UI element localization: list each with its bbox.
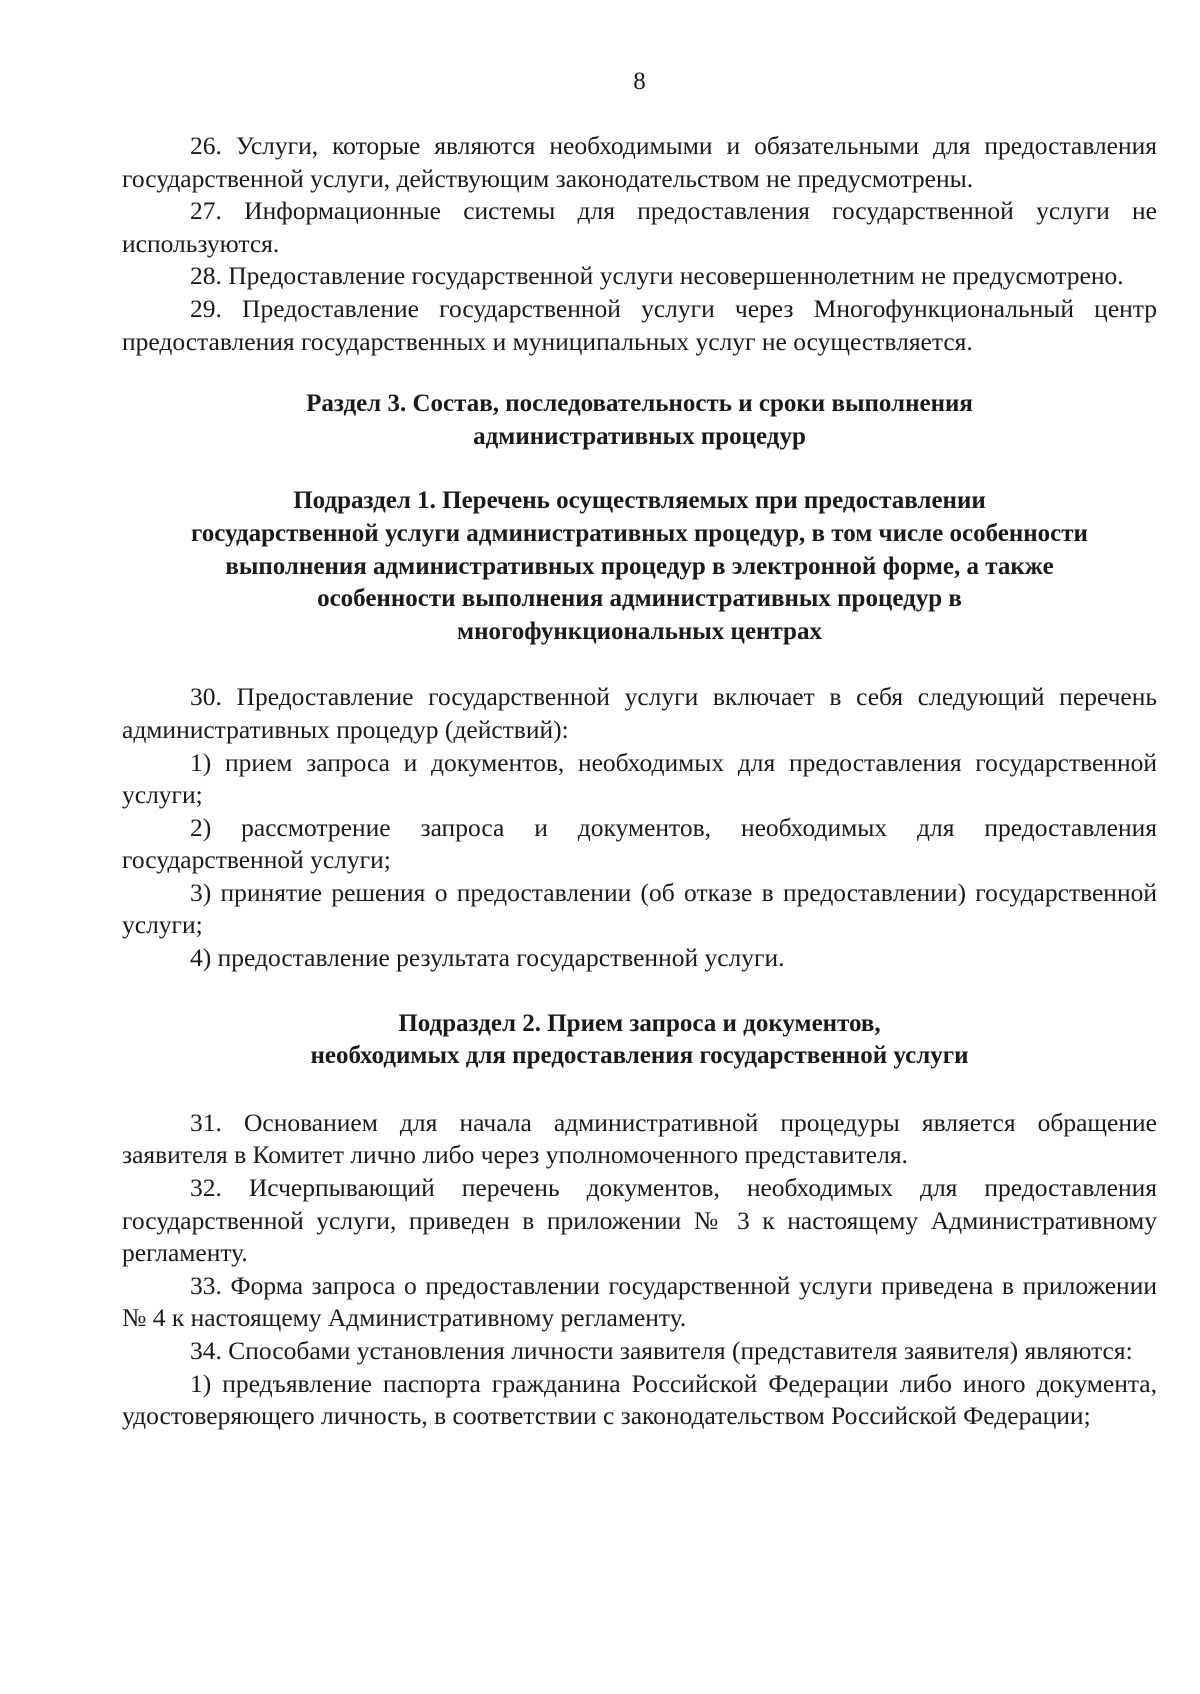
- list-item-1: 1) прием запроса и документов, необходимых для предоставления государственной услуги;: [122, 747, 1157, 810]
- paragraph-30: 30. Предоставление государственной услуги включает в себя следующий перечень административных процедур (действий):: [122, 682, 1157, 744]
- heading-line: государственной услуги административных процедур, в том числе особенности: [191, 519, 1088, 547]
- paragraph-26: 26. Услуги, которые являются необходимыми и обязательными для предоставления государственной услуги, действующим законодательством не предусмотрены.: [122, 131, 1157, 193]
- heading-line: выполнения административных процедур в электронной форме, а также: [225, 552, 1054, 580]
- heading-line: Раздел 3. Состав, последовательность и сроки выполнения: [306, 390, 973, 418]
- paragraph-31: 31. Основанием для начала административной процедуры является обращение заявителя в Комитет лично либо через уполномоченного представителя.: [122, 1107, 1157, 1170]
- heading-line: необходимых для предоставления государственной услуги: [310, 1042, 969, 1070]
- paragraph-29: 29. Предоставление государственной услуги через Многофункциональный центр предоставления государственных и муниципальных услуг не осуществляется.: [122, 293, 1157, 356]
- subsection-1-heading: [122, 485, 1157, 648]
- page-number: 8: [633, 68, 646, 95]
- list-item-4: 4) предоставление результата государственной услуги.: [190, 943, 785, 973]
- paragraph-34: 34. Способами установления личности заявителя (представителя заявителя) являются:: [190, 1336, 1133, 1365]
- list-item-3: 3) принятие решения о предоставлении (об отказе в предоставлении) государственной услуги;: [122, 877, 1157, 940]
- paragraph-32: 32. Исчерпывающий перечень документов, необходимых для предоставления государственной услуги, приведен в приложении № 3 к настоящему Административному регламенту.: [122, 1173, 1157, 1268]
- paragraph-28: 28. Предоставление государственной услуги несовершеннолетним не предусмотрено.: [190, 261, 1124, 291]
- heading-line: многофункциональных центрах: [457, 617, 822, 645]
- list-item-34-1: 1) предъявление паспорта гражданина Российской Федерации либо иного документа, удостоверяющего личность, в соответствии с законодательством Российской Федерации;: [122, 1368, 1157, 1431]
- document-body: [122, 130, 1157, 1433]
- heading-line: Подраздел 1. Перечень осуществляемых при предоставлении: [293, 487, 986, 515]
- list-item-2: 2) рассмотрение запроса и документов, необходимых для предоставления государственной услуги;: [122, 812, 1157, 875]
- heading-line: Подраздел 2. Прием запроса и документов,: [398, 1009, 881, 1037]
- subsection-2-heading: [122, 1008, 1157, 1073]
- paragraph-27: 27. Информационные системы для предоставления государственной услуги не используются.: [122, 196, 1157, 258]
- paragraph-33: 33. Форма запроса о предоставлении государственной услуги приведена в приложении № 4 к настоящему Административному регламенту.: [122, 1270, 1157, 1333]
- heading-line: административных процедур: [473, 422, 806, 450]
- section-3-heading: [122, 388, 1157, 453]
- heading-line: особенности выполнения административных процедур в: [317, 585, 962, 613]
